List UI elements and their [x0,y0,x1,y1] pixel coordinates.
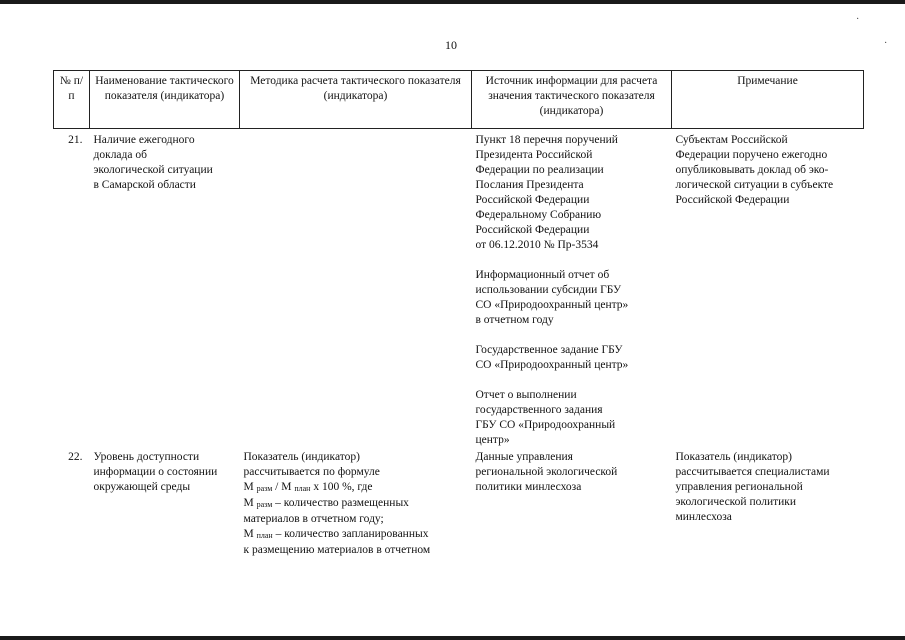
source-line: региональной экологической [475,466,618,478]
header-name: Наименование тактического показателя (индикатора) [90,71,240,129]
table-row [54,448,864,558]
source-line: политики минлесхоза [475,481,582,493]
table-header-row [54,71,864,129]
formula-symbol: М [243,528,254,540]
source-line: Государственное задание ГБУ [475,344,623,356]
source-line: Президента Российской [475,149,593,161]
source-line: Российской Федерации [475,224,590,236]
source-line: Федерации по реализации [475,164,604,176]
formula-symbol: М [243,481,254,493]
name-line: Уровень доступности [93,451,200,463]
row-note [672,448,864,558]
method-line: материалов в отчетном году; [243,513,384,525]
definition-text: – количество размещенных [272,497,409,509]
formula-symbol: М [243,497,254,509]
row-number: 21. [68,134,83,146]
note-line: опубликовывать доклад об эко- [675,164,829,176]
row-source [472,448,672,558]
formula-subscript: разм [256,484,273,493]
formula-subscript: разм [256,500,273,509]
name-line: Наличие ежегодного [93,134,195,146]
source-line: Информационный отчет об [475,269,610,281]
name-line: информации о состоянии [93,466,218,478]
scan-speck: · [856,14,860,25]
method-line: к размещению материалов в отчетном [243,544,431,556]
source-line: ГБУ СО «Природоохранный [475,419,616,431]
source-line: Российской Федерации [475,194,590,206]
source-block [476,268,668,328]
note-line: Федерации поручено ежегодно [675,149,828,161]
note-line: Показатель (индикатор) [675,451,792,463]
row-name [90,448,240,558]
note-line: минлесхоза [675,511,732,523]
formula [244,480,468,496]
note-line: Российской Федерации [675,194,790,206]
formula-subscript: план [256,531,273,540]
note-line: рассчитывается специалистами [675,466,830,478]
formula-symbol: М [281,481,292,493]
row-number: 22. [68,451,83,463]
source-line: государственного задания [475,404,603,416]
formula-subscript: план [294,484,311,493]
source-line: от 06.12.2010 № Пр-3534 [475,239,599,251]
source-line: Отчет о выполнении [475,389,577,401]
source-block [476,388,668,448]
row-method [240,448,472,558]
method-line: рассчитывается по формуле [243,466,380,478]
scan-edge-bottom [0,636,905,640]
row-source [472,129,672,449]
name-line: окружающей среды [93,481,191,493]
header-num: № п/п [54,71,90,129]
definition-razm [244,496,468,512]
header-note: Примечание [672,71,864,129]
scan-edge-top [0,0,905,4]
source-line: в отчетном году [475,314,554,326]
table-row [54,129,864,449]
source-block [476,343,668,373]
definition-plan [244,527,468,543]
name-line: доклада об [93,149,147,161]
row-name [90,129,240,449]
header-method: Методика расчета тактического показателя (индикатора) [240,71,472,129]
source-line: Послания Президента [475,179,584,191]
indicator-table [53,70,864,558]
source-line: Данные управления [475,451,573,463]
source-line: СО «Природоохранный центр» [475,359,629,371]
row-note [672,129,864,449]
formula-operator: / [272,481,282,493]
note-line: Субъектам Российской [675,134,788,146]
source-line: Пункт 18 перечня поручений [475,134,618,146]
source-line: Федеральному Собранию [475,209,602,221]
source-line: центр» [475,434,510,446]
source-block [476,133,668,253]
name-line: в Самарской области [93,179,196,191]
note-line: управления региональной [675,481,803,493]
scan-speck: · [884,38,888,49]
method-line: Показатель (индикатор) [243,451,360,463]
row-method [240,129,472,449]
formula-tail: х 100 %, где [310,481,373,493]
name-line: экологической ситуации [93,164,213,176]
note-line: логической ситуации в субъекте [675,179,834,191]
definition-text: – количество запланированных [272,528,429,540]
note-line: экологической политики [675,496,797,508]
page-number: 10 [445,38,457,52]
header-source: Источник информации для расчета значения тактического показателя (индикатора) [472,71,672,129]
source-line: использовании субсидии ГБУ [475,284,622,296]
source-line: СО «Природоохранный центр» [475,299,629,311]
